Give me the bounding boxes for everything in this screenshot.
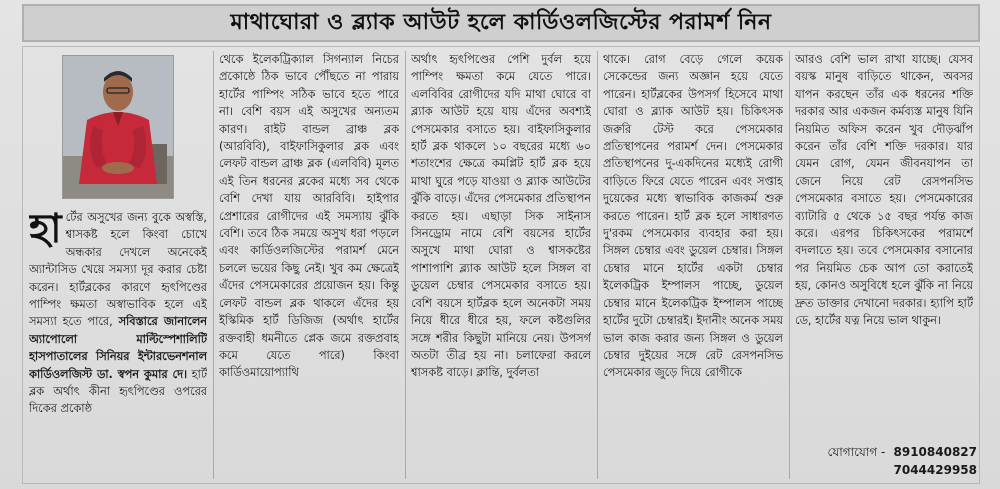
column-divider [213, 51, 214, 479]
column-4-text: থাকে। রোগ বেড়ে গেলে কয়েক সেকেন্ডের জন্য অজ্ঞান হয়ে যেতে পারেন। হার্টব্লকের উপসর্গ হিসেবে মাথা ঘোরা ও ব্ল্যাক আউট হয়। চিকিৎসক জরুরি টেস্ট করে পেসমেকার প্রতিস্থাপনের পরামর্শ দেন। পেসমেকার প্রতিস্থাপনের দু-একদিনের মধ্যেই রোগী বাড়িতে ফিরে যেতে পারেন এবং সপ্তাহ দুয়েকের মধ্যে স্বাভাবিক কাজকর্ম শুরু করতে পারেন। হার্ট ব্লক হলে সাধারণত দু'রকম পেসমেকার ব্যবহার করা হয়। সিঙ্গল চেম্বার এবং ডুয়েল চেম্বার। সিঙ্গল চেম্বার মানে হার্টের একটা চেম্বার ইলেকট্রিক ইম্পালস পাচ্ছে, ডুয়েল চেম্বার মানে ইলেকট্রিক ইম্পালস পাচ্ছে হার্টের দুটো চেম্বারই। ইদানীং অনেক সময় ভাল কাজ করার জন্য সিঙ্গল ও ডুয়েল চেম্বার দুইয়ের সঙ্গে রেট রেসপনসিভ পেসমেকার জুড়ে দিয়ে রোগীকে [603, 53, 783, 380]
column-1 [29, 51, 207, 479]
contact-phone-2: 7044429958 [893, 463, 977, 477]
column-2 [219, 51, 399, 479]
column-3-text: অর্থাৎ হৃৎপিণ্ডের পেশি দুর্বল হয়ে পাম্পিং ক্ষমতা কমে যেতে পারে। এলবিবির রোগীদের যদি মাথা ঘোরে বা ব্ল্যাক আউট হয়ে যায় এঁদের অবশ্যই পেসমেকার বসাতে হয়। বাইফাসিকুলার হার্ট ব্লক থাকলে ১০ বছরের মধ্যে ৬০ শতাংশের ক্ষেত্রে কমপ্লিট হার্ট ব্লক হয়ে মাথা ঘুরে পড়ে যাওয়া ও ব্ল্যাক আউটের ঝুঁকি বাড়ে। এঁদের পেসমেকার প্রতিস্থাপন করতে হয়। এছাড়া সিক সাইনাস সিনড্রোম নামে বেশি বয়সের হার্টের অসুখে মাথা ঘোরা ও শ্বাসকষ্টের পাশাপাশি ব্ল্যাক আউট হলে সিঙ্গল বা ডুয়েল চেম্বার পেসমেকার বসাতে হয়। বেশি বয়সে হার্টব্লক হলে অনেকটা সময় নিয়ে ধীরে ধীরে হয়, ফলে কষ্টগুলির সঙ্গে শরীর কিছুটা মানিয়ে নেয়। উপসর্গ অতটা তীব্র হয় না। চলাফেরা করলে শ্বাসকষ্ট বাড়ে। ক্লান্তি, দুর্বলতা [411, 53, 591, 380]
contact-phone-1: 8910840827 [893, 445, 977, 459]
headline-banner [22, 4, 980, 42]
contact-label: যোগাযোগ - [827, 445, 886, 459]
drop-cap: হা [29, 206, 62, 252]
column-2-text: থেকে ইলেকট্রিক্যাল সিগন্যাল নিচের প্রকোষ্ঠে ঠিক ভাবে পৌঁছতে না পারায় হার্টের পাম্পিং সঠিক ভাবে হতে পারে না। বেশি বয়স এই অসুখের অন্যতম কারণ। রাইট বান্ডল ব্রাঞ্চ ব্লক (আরবিবি), বাইফাসিকুলার ব্লক এবং লেফট বান্ডল ব্রাঞ্চ ব্লক (এলবিবি) মূলত এই তিন ধরনের ব্লকের মধ্যে সব থেকে বেশি দেখা যায় আরবিবি। হাইপার প্রেশারের রোগীদের এই সমস্যায় ঝুঁকি বেশি। তবে ঠিক সময়ে অসুখ ধরা পড়লে এবং কার্ডিওলজিস্টের পরামর্শ মেনে চললে ভয়ের কিছু নেই। খুব কম ক্ষেত্রেই এঁদের পেসমেকারের প্রয়োজন হয়। কিন্তু লেফট বান্ডল ব্লক থাকলে এঁদের হয় ইস্কিমিক হার্ট ডিজিজ (অর্থাৎ হার্টের রক্তবাহী ধমনীতে প্লেক জমে রক্তপ্রবাহ কমে যেতে পারে) কিংবা কার্ডিওমায়োপ্যাথি [219, 53, 399, 380]
intro-text: র্টের অসুখের জন্য বুকে অস্বস্তি, শ্বাসকষ্ট হলে কিংবা চোখে অন্ধকার দেখলে অনেকেই অ্যান্টাসিড খেয়ে সমস্যা দূর করার চেষ্টা করেন। হার্টব্লকের কারণে হৃৎপিণ্ডের পাম্পিং ক্ষমতা অস্বাভাবিক হলে এই সমস্যা হতে পারে, [29, 211, 207, 329]
contact-box [799, 443, 977, 479]
column-divider [789, 51, 790, 479]
doctor-photo [62, 55, 174, 199]
article-body [22, 46, 980, 484]
column-4 [603, 51, 783, 479]
column-5-text: আরও বেশি ভাল রাখা যাচ্ছে। যেসব বয়স্ক মানুষ বাড়িতে থাকেন, অবসর যাপন করছেন তাঁর এক ধরনের শক্তি দরকার আর একজন কর্মব্যস্ত মানুষ যিনি নিয়মিত অফিস করেন খুব দৌড়ঝাঁপ করেন তাঁর বেশি শক্তি দরকার। যার যেমন রোগ, যেমন জীবনযাপন তা জেনে নিয়ে রেট রেসপনসিভ পেসমেকার বসাতে হয়। পেসমেকারের ব্যাটারি ৫ থেকে ১৫ বছর পর্যন্ত কাজ করে। এরপর চিকিৎসকের পরামর্শে বদলাতে হয়। তবে পেসমেকার বসানোর পর নিয়মিত চেক আপ তো করাতেই হয়, কোনও অসুবিধে হলে ঝুঁকি না নিয়ে দ্রুত ডাক্তার দেখানো দরকার। হ্যাপি হার্ট ডে, হার্টের যত্ন নিয়ে ভাল থাকুন। [795, 53, 973, 328]
column-divider [405, 51, 406, 479]
headline: মাথাঘোরা ও ব্ল্যাক আউট হলে কার্ডিওলজিস্টের পরামর্শ নিন [230, 9, 772, 35]
column-5 [795, 51, 973, 431]
doctor-portrait-image [63, 56, 173, 198]
column-divider [597, 51, 598, 479]
expert-credit: সবিস্তারে জানালেন অ্যাপোলো মাল্টিস্পেশালিটি হাসপাতালের সিনিয়র ইন্টারভেনশনাল কার্ডিওলজিস্ট ডা. স্বপন কুমার দে। [29, 315, 207, 381]
column-1-continuation: হার্ট ব্লক অর্থাৎ কীনা হৃৎপিণ্ডের ওপরের দিকের প্রকোষ্ঠ [29, 367, 207, 416]
column-3 [411, 51, 591, 479]
